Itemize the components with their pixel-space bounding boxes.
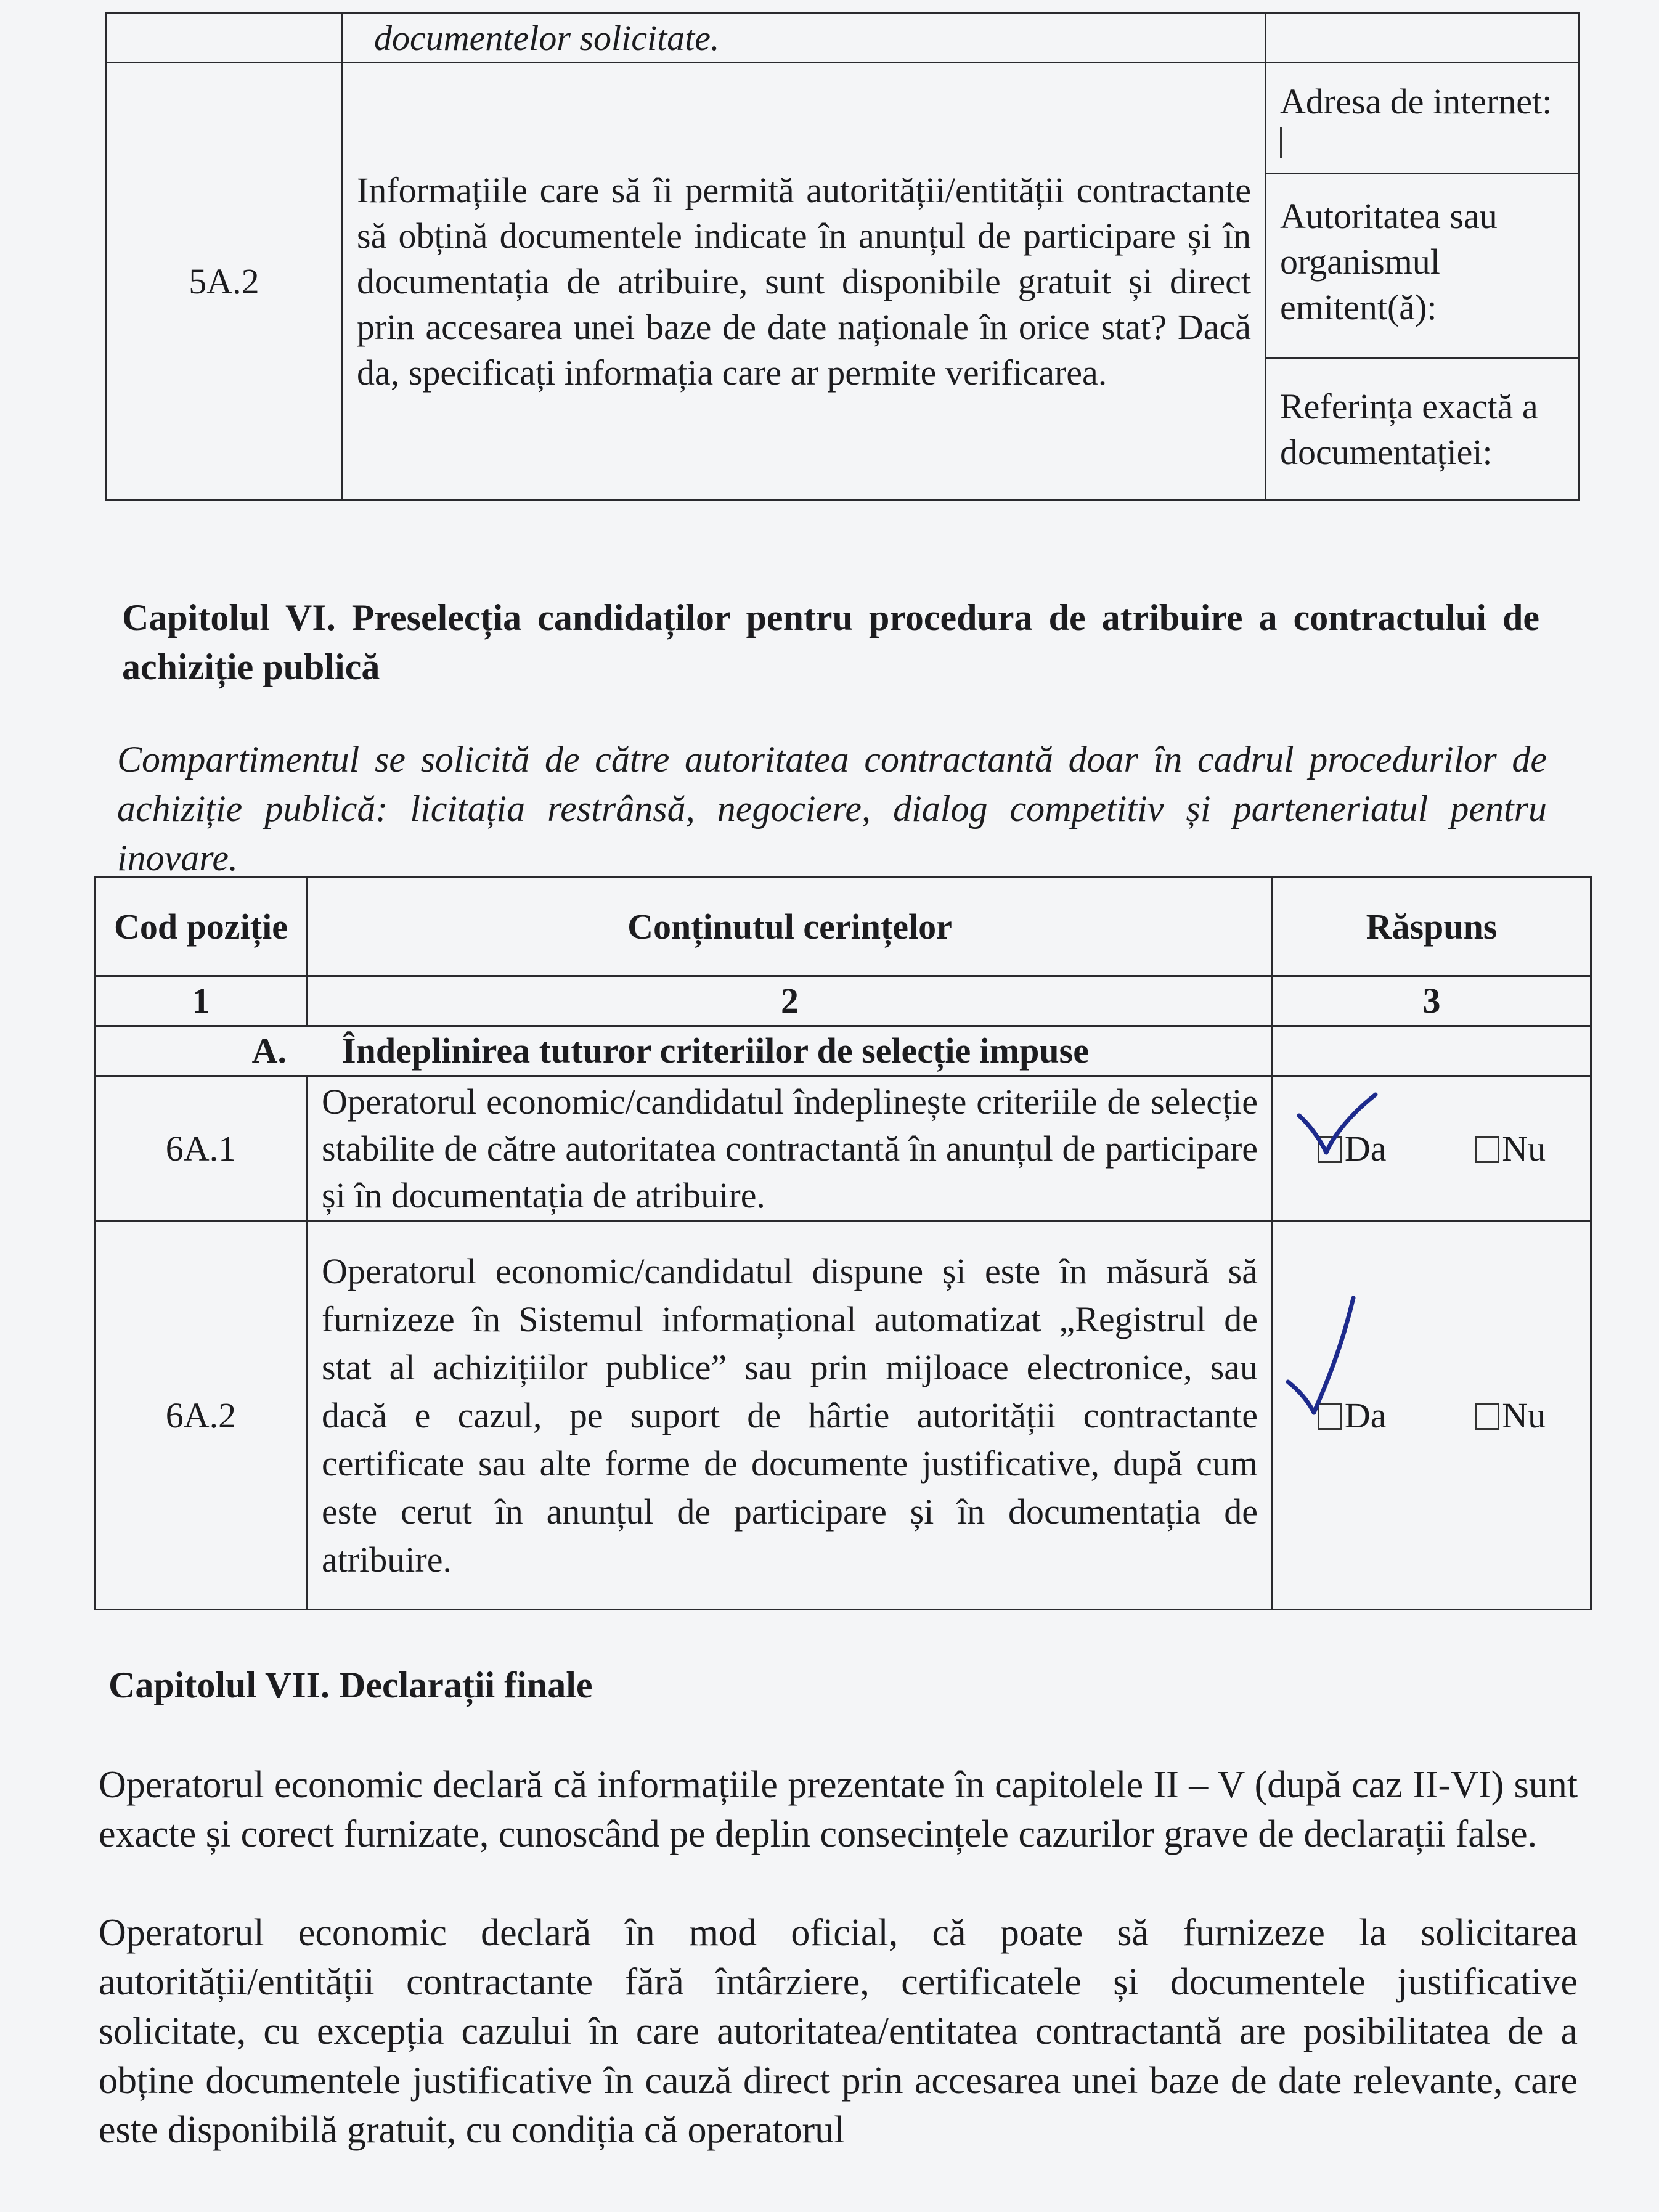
section-a-heading xyxy=(95,1026,1273,1076)
chapter6-title: Capitolul VI. Preselecția candidaților pentru procedura de atribuire a contractului de achiziție publică xyxy=(122,597,1539,687)
final-declaration-1: Operatorul economic declară că informațiile prezentate în capitolele II – V (după caz II-VI) sunt exacte și corect furnizate, cunoscând pe deplin consecințele cazurilor grave de declarații false. xyxy=(99,1764,1578,1855)
column-number-1: 1 xyxy=(95,976,308,1026)
field-document-reference: Referința exactă a documentației: xyxy=(1266,359,1579,500)
row-6a2-code: 6A.2 xyxy=(95,1222,308,1610)
question-text: Informațiile care să îi permită autorității/entității contractante să obțină documentele indicate în anunțul de participare și în documentația de atribuire, sunt disponibile gratuit și direct prin accesarea unei baze de date naționale în orice stat? Dacă da, specificați informația care ar permite verificarea. xyxy=(343,63,1266,500)
handwritten-checkmark-icon xyxy=(1294,1091,1380,1165)
section-title: Îndeplinirea tuturor criteriilor de selecție impuse xyxy=(342,1030,1089,1071)
header-response: Răspuns xyxy=(1273,878,1591,976)
header-code: Cod poziție xyxy=(95,878,308,976)
answer-no-6a2[interactable] xyxy=(1475,1392,1546,1440)
field-issuing-authority: Autoritatea sau organismul emitent(ă): xyxy=(1266,174,1579,359)
final-declaration-2: Operatorul economic declară în mod oficial, că poate să furnizeze la solicitarea autorității/entității contractante fără întârziere, certificatele și documentele justificative solicitate, cu excepția cazului în care autoritatea/entitatea contractantă are posibilitatea de a obține documentele justificative în cauză direct prin accesarea unei baze de date relevante, care este disponibilă gratuit, cu condiția că operatorul xyxy=(99,1912,1578,2151)
section-letter: A. xyxy=(251,1030,287,1071)
chapter7-title: Capitolul VII. Declarații finale xyxy=(108,1665,593,1705)
text-cursor xyxy=(1280,127,1282,158)
row-code: 5A.2 xyxy=(106,63,343,500)
row-6a2-text: Operatorul economic/candidatul dispune și este în măsură să furnizeze în Sistemul informațional automatizat „Registrul de stat al achizițiilor publice” sau prin mijloace electronice, sau dacă e cazul, pe suport de hârtie autorității contractante certificate sau alte forme de documente justificative, după cum este cerut în anunțul de participare și în documentația de atribuire. xyxy=(308,1222,1273,1610)
yes-label: Da xyxy=(1344,1395,1387,1435)
no-label: Nu xyxy=(1502,1395,1546,1435)
handwritten-checkmark-icon xyxy=(1282,1294,1374,1418)
chapter6-intro: Compartimentul se solicită de către autoritatea contractantă doar în cadrul procedurilor de achiziție publică: licitația restrânsă, negociere, dialog competitiv și parteneriatul pentru inovare. xyxy=(117,739,1547,878)
field-label: Adresa de internet: xyxy=(1280,81,1552,121)
field-internet-address xyxy=(1266,63,1579,174)
yes-label: Da xyxy=(1344,1128,1387,1169)
column-number-2: 2 xyxy=(308,976,1273,1026)
checkbox-no-6a2[interactable] xyxy=(1475,1403,1499,1430)
checkbox-no-6a1[interactable] xyxy=(1475,1136,1499,1163)
table1-top-text: documentelor solicitate. xyxy=(343,14,1266,63)
header-content: Conținutul cerințelor xyxy=(308,878,1273,976)
table-6a xyxy=(94,876,1592,1610)
table1-top-code-cell xyxy=(106,14,343,63)
table1-top-field-cell xyxy=(1266,14,1579,63)
answer-no-6a1[interactable] xyxy=(1475,1125,1546,1173)
column-number-3: 3 xyxy=(1273,976,1591,1026)
row-6a1-text: Operatorul economic/candidatul îndeplinește criteriile de selecție stabilite de către autoritatea contractantă în anunțul de participare și în documentația de atribuire. xyxy=(308,1076,1273,1222)
section-a-response-cell xyxy=(1273,1026,1591,1076)
no-label: Nu xyxy=(1502,1128,1546,1169)
row-6a1-code: 6A.1 xyxy=(95,1076,308,1222)
table-5a xyxy=(105,12,1580,501)
